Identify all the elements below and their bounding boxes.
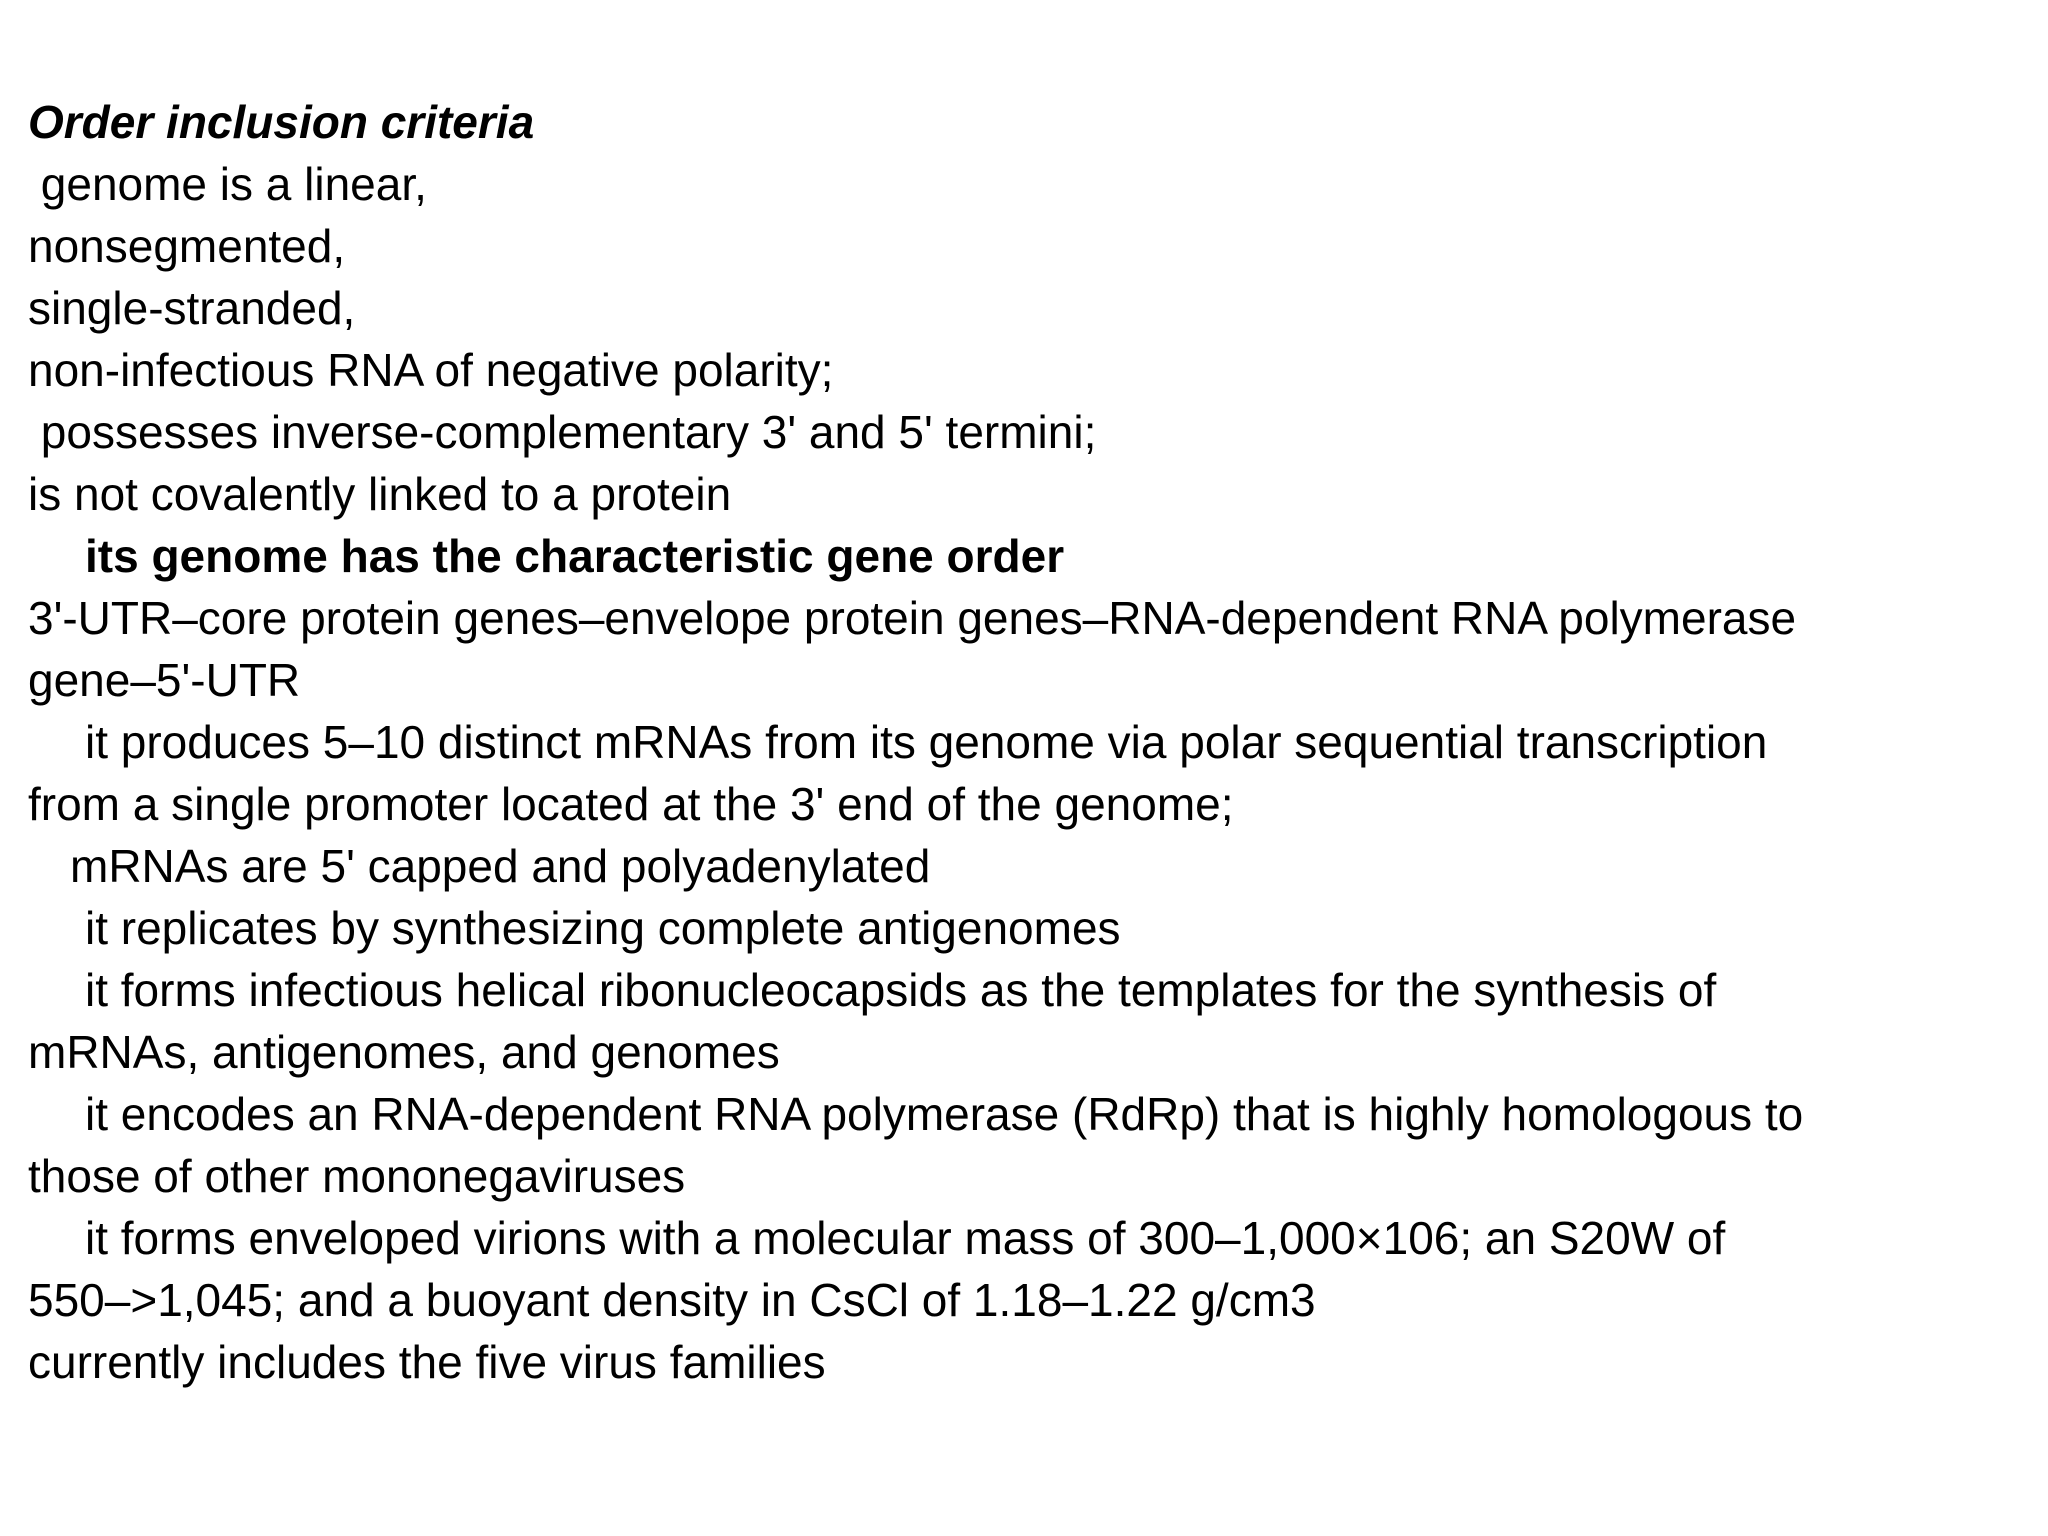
text-line: it forms enveloped virions with a molecular mass of 300–1,000×106; an S20W of [85,1212,1726,1264]
text-line: is not covalently linked to a protein [28,468,732,520]
text-line: it replicates by synthesizing complete antigenomes [85,902,1121,954]
text-line: non-infectious RNA of negative polarity; [28,344,834,396]
page-title: Order inclusion criteria [28,96,535,148]
text-line: from a single promoter located at the 3' end of the genome; [28,778,1234,830]
text-line: those of other mononegaviruses [28,1150,686,1202]
slide-content [28,0,2028,1536]
gene-order-heading: its genome has the characteristic gene order [85,530,1065,582]
text-line: it produces 5–10 distinct mRNAs from its genome via polar sequential transcription [85,716,1768,768]
text-line: single-stranded, [28,282,356,334]
text-line: 550–>1,045; and a buoyant density in CsCl of 1.18–1.22 g/cm3 [28,1274,1316,1326]
text-line: mRNAs are 5' capped and polyadenylated [70,840,931,892]
text-line: it forms infectious helical ribonucleocapsids as the templates for the synthesis of [85,964,1717,1016]
text-line: mRNAs, antigenomes, and genomes [28,1026,780,1078]
text-line: gene–5'-UTR [28,654,301,706]
text-line: genome is a linear, [28,158,427,210]
text-line: nonsegmented, [28,220,346,272]
text-line: possesses inverse-complementary 3' and 5' termini; [28,406,1097,458]
text-line: 3'-UTR–core protein genes–envelope protein genes–RNA-dependent RNA polymerase [28,592,1797,644]
text-line: currently includes the five virus families [28,1336,826,1388]
text-line: it encodes an RNA-dependent RNA polymerase (RdRp) that is highly homologous to [85,1088,1804,1140]
